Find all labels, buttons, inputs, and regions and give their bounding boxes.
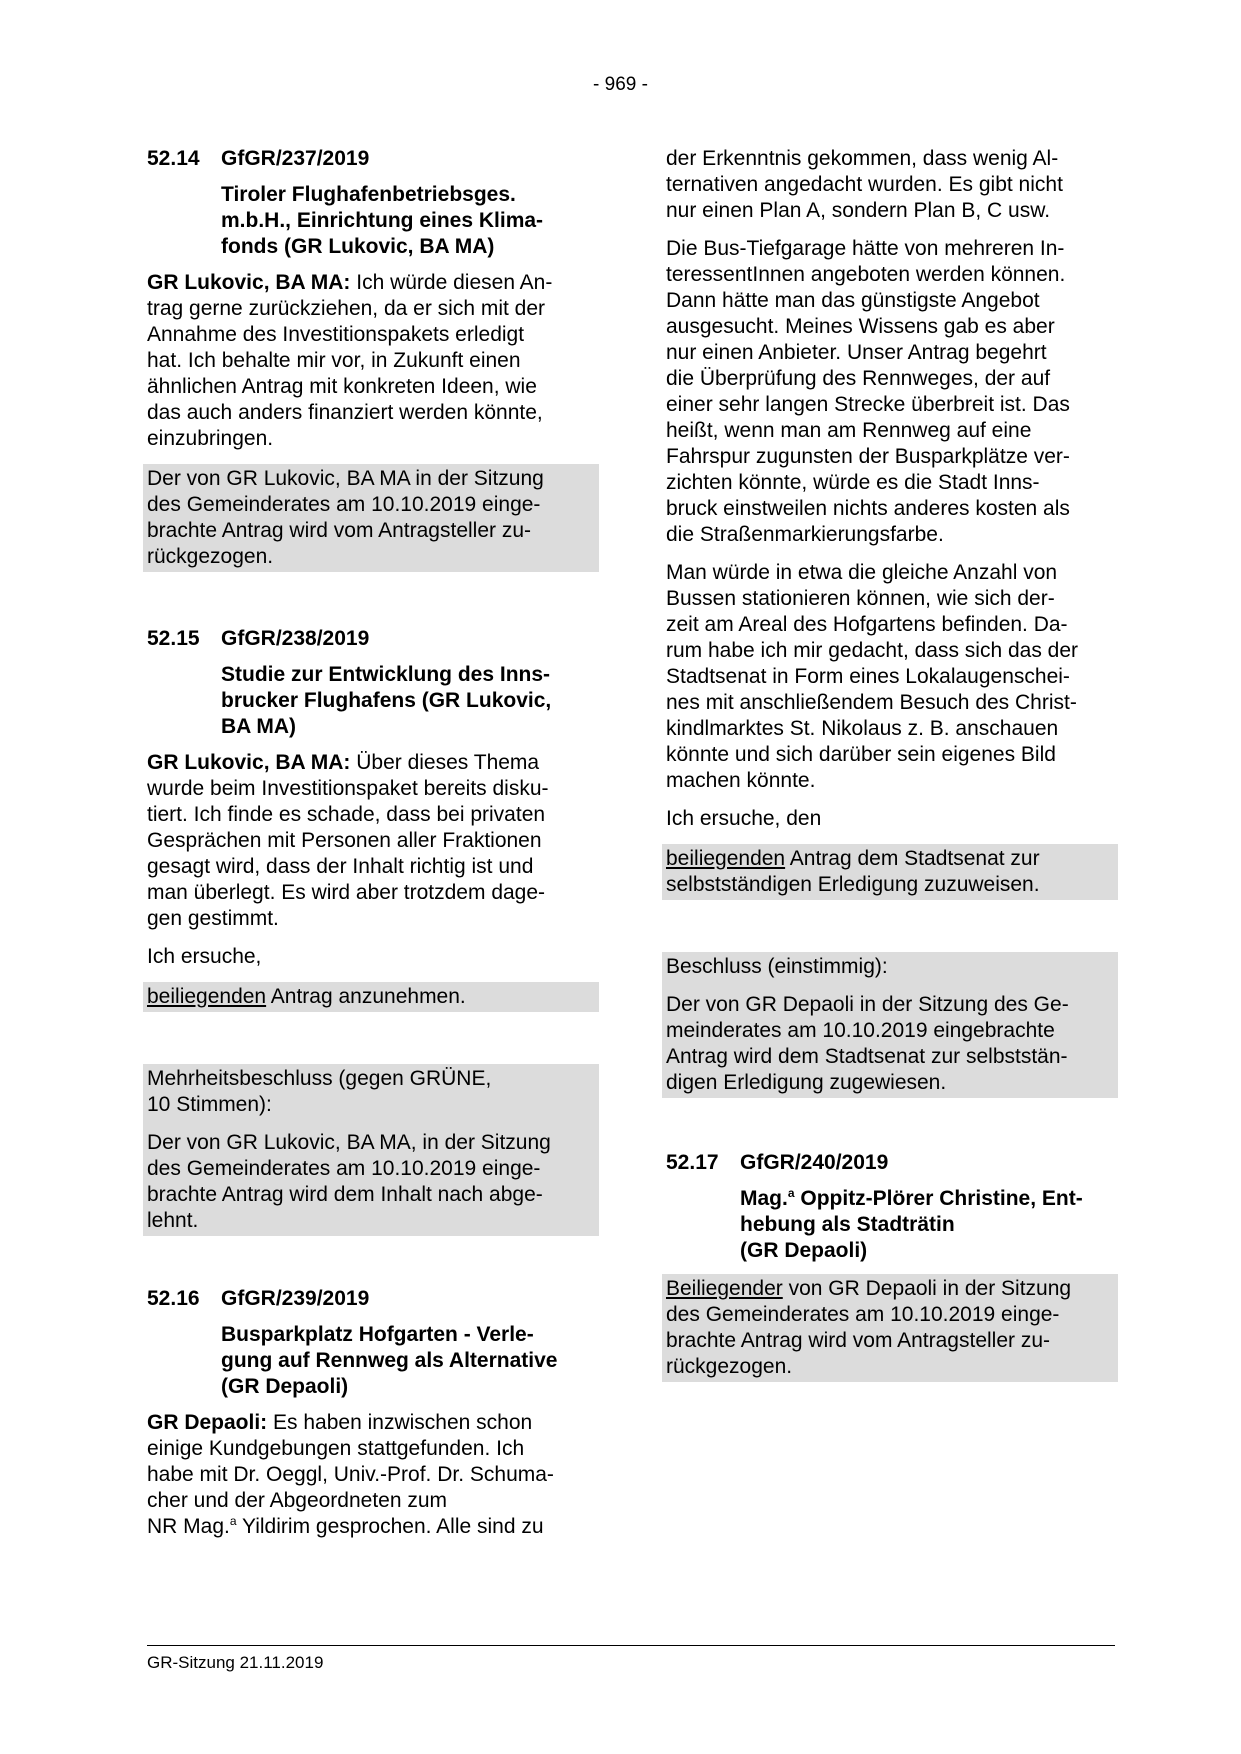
speech-text: könnte und sich darüber sein eigenes Bild [666,743,1056,766]
speech-text: ternativen angedacht wurden. Es gibt nicht [666,173,1063,196]
speaker-name: GR Depaoli: [147,1411,268,1434]
speech-text: zeit am Areal des Hofgartens befinden. Da- [666,613,1068,636]
item-heading [147,146,595,172]
speech-text: Über dieses Thema [350,751,540,774]
speech-text: die Straßenmarkierungsfarbe. [666,523,944,546]
right-column [666,146,1114,1394]
speech-continuation [666,146,1114,224]
speech-text: tiert. Ich finde es schade, dass bei privaten [147,803,546,826]
decision-line: Der von GR Depaoli in der Sitzung des Ge- [666,993,1069,1016]
title-line: Busparkplatz Hofgarten - Verle- [221,1323,534,1346]
decision-line: digen Erledigung zugewiesen. [666,1071,947,1094]
title-line: fonds (GR Lukovic, BA MA) [221,235,495,258]
vote-line: 10 Stimmen): [147,1093,272,1116]
decision-line: des Gemeinderates am 10.10.2019 einge- [666,1303,1060,1326]
speech-text: teressentInnen angeboten werden können. [666,263,1066,286]
speech-text: nes mit anschließendem Besuch des Christ- [666,691,1077,714]
title-line: (GR Depaoli) [740,1239,868,1262]
speaker-name: GR Lukovic, BA MA: [147,271,351,294]
speech-text: wurde beim Investitionspaket bereits disku- [147,777,549,800]
vote-text: Beschluss (einstimmig): [666,955,888,978]
motion-rest: Antrag anzunehmen. [266,985,466,1008]
speech-text: nur einen Anbieter. Unser Antrag begehrt [666,341,1047,364]
speech-text: bruck einstweilen nichts anderes kosten als [666,497,1070,520]
speech-text: man überlegt. Es wird aber trotzdem dage- [147,881,546,904]
decision-line: brachte Antrag wird vom Antragsteller zu- [666,1329,1051,1352]
decision-line: rückgezogen. [147,545,274,568]
item-number: 52.17 [666,1151,719,1174]
decision-box [143,464,599,572]
speech-text: Die Bus-Tiefgarage hätte von mehreren In- [666,237,1065,260]
speech-text: die Überprüfung des Rennweges, der auf [666,367,1051,390]
speech-text: rum habe ich mir gedacht, dass sich das der [666,639,1079,662]
decision-line: von GR Depaoli in der Sitzung [782,1277,1072,1300]
decision-text [666,1276,1114,1380]
motion-text [147,984,595,1010]
decision-line: des Gemeinderates am 10.10.2019 einge- [147,493,541,516]
decision-line: Antrag wird dem Stadtsenat zur selbststän- [666,1045,1068,1068]
speech-text: gesagt wird, dass der Inhalt richtig ist und [147,855,534,878]
title-line: (GR Depaoli) [221,1375,349,1398]
speech-continuation [666,236,1114,548]
speech-text: nur einen Plan A, sondern Plan B, C usw. [666,199,1051,222]
item-code: GfGR/238/2019 [221,627,370,650]
item-number: 52.16 [147,1287,200,1310]
item-title [221,1322,595,1400]
item-title [221,182,595,260]
decision-text [147,466,595,570]
item-code: GfGR/240/2019 [740,1151,889,1174]
decision-box [143,1064,599,1236]
footer-divider [147,1645,1115,1646]
speech-text: Yildirim gesprochen. Alle sind zu [236,1515,544,1538]
speech-text: Dann hätte man das günstigste Angebot [666,289,1040,312]
request-text: Ich ersuche, den [666,807,822,830]
vote-line: Mehrheitsbeschluss (gegen GRÜNE, [147,1067,492,1090]
speech-text: der Erkenntnis gekommen, dass wenig Al- [666,147,1059,170]
decision-line: meinderates am 10.10.2019 eingebrachte [666,1019,1055,1042]
speech-text: ähnlichen Antrag mit konkreten Ideen, wie [147,375,537,398]
speech-text: gen gestimmt. [147,907,279,930]
speech-text: heißt, wenn man am Rennweg auf eine [666,419,1032,442]
item-title [221,662,595,740]
page-number: - 969 - [593,74,648,95]
decision-line: Der von GR Lukovic, BA MA in der Sitzung [147,467,544,490]
item-52-16 [147,1286,595,1540]
speech-text: Annahme des Investitionspakets erledigt [147,323,525,346]
item-heading [147,626,595,652]
title-line: BA MA) [221,715,297,738]
vote-text [147,1066,595,1118]
item-heading [147,1286,595,1312]
title-line: brucker Flughafens (GR Lukovic, [221,689,552,712]
speech-text: Es haben inzwischen schon [267,1411,533,1434]
speech-text: einer sehr langen Strecke überbreit ist. Das [666,393,1070,416]
title-line [740,1186,1114,1212]
decision-box [662,952,1118,1098]
speech-continuation [666,560,1114,794]
left-column [147,146,595,1552]
motion-text [666,846,1114,898]
speech-text: hat. Ich behalte mir vor, in Zukunft einen [147,349,521,372]
item-52-14 [147,146,595,572]
speech-text: zichten könnte, würde es die Stadt Inns- [666,471,1040,494]
item-code: GfGR/237/2019 [221,147,370,170]
decision-line: lehnt. [147,1209,199,1232]
speech-text: Stadtsenat in Form eines Lokalaugenschei- [666,665,1070,688]
motion-rest: Antrag dem Stadtsenat zur [785,847,1040,870]
motion-rest: selbstständigen Erledigung zuzuweisen. [666,873,1040,896]
speaker-name: GR Lukovic, BA MA: [147,751,351,774]
title-line: hebung als Stadträtin [740,1213,955,1236]
speech-text: cher und der Abgeordneten zum [147,1489,448,1512]
speech-text: trag gerne zurückziehen, da er sich mit der [147,297,546,320]
motion-underlined: beiliegenden [147,985,267,1008]
item-number: 52.14 [147,147,200,170]
decision-line: rückgezogen. [666,1355,793,1378]
decision-line: des Gemeinderates am 10.10.2019 einge- [147,1157,541,1180]
title-line: gung auf Rennweg als Alternative [221,1349,558,1372]
superscript: a [229,1514,237,1528]
item-code: GfGR/239/2019 [221,1287,370,1310]
item-heading [666,1150,1114,1176]
speech-paragraph [147,270,595,452]
speech-text: das auch anders finanziert werden könnte, [147,401,543,424]
motion-underlined: beiliegenden [666,847,786,870]
decision-text [147,1130,595,1234]
decision-text [666,992,1114,1096]
speech-paragraph [147,750,595,932]
request-text: Ich ersuche, [147,945,262,968]
motion-box [662,844,1118,900]
speech-text: Gesprächen mit Personen aller Fraktionen [147,829,542,852]
title-line: Studie zur Entwicklung des Inns- [221,663,551,686]
speech-text: NR Mag. [147,1515,230,1538]
speech-text: ausgesucht. Meines Wissens gab es aber [666,315,1055,338]
title-line: Tiroler Flughafenbetriebsges. [221,183,516,206]
item-title [740,1186,1114,1264]
speech-text: einige Kundgebungen stattgefunden. Ich [147,1437,525,1460]
item-52-17 [666,1150,1114,1382]
title-text: Mag. [740,1187,788,1210]
speech-text: kindlmarktes St. Nikolaus z. B. anschauen [666,717,1059,740]
decision-line: brachte Antrag wird dem Inhalt nach abge- [147,1183,543,1206]
title-line: m.b.H., Einrichtung eines Klima- [221,209,544,232]
speech-text: Fahrspur zugunsten der Busparkplätze ver- [666,445,1070,468]
footer-text: GR-Sitzung 21.11.2019 [147,1653,324,1672]
decision-underlined: Beiliegender [666,1277,783,1300]
decision-box [662,1274,1118,1382]
speech-text: machen könnte. [666,769,816,792]
speech-paragraph [147,1410,595,1540]
speech-text: einzubringen. [147,427,274,450]
title-text: Oppitz-Plörer Christine, Ent- [794,1187,1083,1210]
speech-text: habe mit Dr. Oeggl, Univ.-Prof. Dr. Schuma- [147,1463,554,1486]
speech-text: Man würde in etwa die gleiche Anzahl von [666,561,1058,584]
item-52-15 [147,626,595,1236]
speech-text: Ich würde diesen An- [350,271,553,294]
decision-line: brachte Antrag wird vom Antragsteller zu- [147,519,532,542]
motion-box [143,982,599,1012]
decision-line: Der von GR Lukovic, BA MA, in der Sitzung [147,1131,551,1154]
speech-text: Bussen stationieren können, wie sich der- [666,587,1055,610]
item-number: 52.15 [147,627,200,650]
superscript: a [787,1186,795,1200]
